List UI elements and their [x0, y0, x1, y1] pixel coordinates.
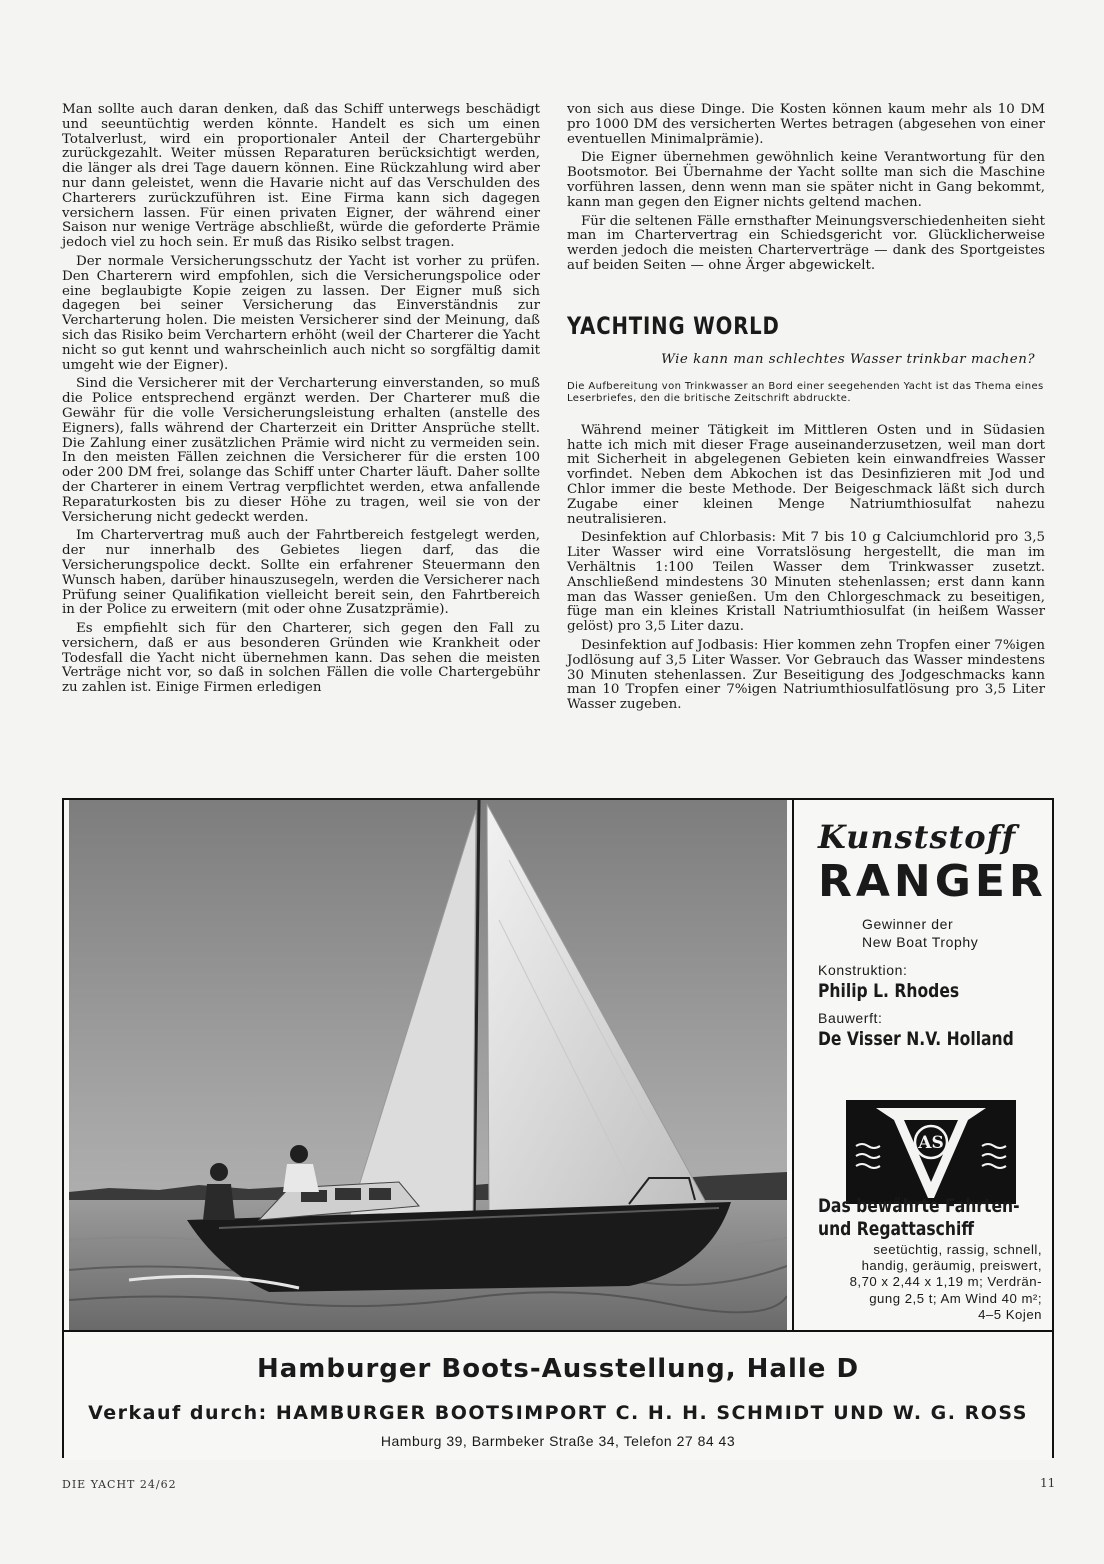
left-paragraph-5: Es empfiehlt sich für den Charterer, sich gegen den Fall zu versichern, daß er aus besonderen Gründen wie Krankheit oder Todesfall die Yacht nicht übernehmen kann. Das sehen die meisten Verträge nicht vor, so daß in solchen Fällen die volle Chartergebühr zu zahlen ist. Einige Firmen erledigen [62, 621, 540, 696]
page-number: 11 [1040, 1476, 1056, 1490]
left-paragraph-4: Im Chartervertrag muß auch der Fahrtbereich festgelegt werden, der nur innerhalb des Gebietes liegen darf, das die Versicherungspolice deckt. Sollte ein erfahrener Steuermann den Wunsch haben, darüber hinauszusegeln, werden die Versicherer nach Prüfung seiner Qualifikation vielleicht bereit sein, den Fahrtbereich in der Police zu erweitern (mit oder ohne Zusatzprämie). [62, 528, 540, 618]
ad-design-label: Konstruktion: [818, 962, 908, 978]
section-paragraph-2: Desinfektion auf Chlorbasis: Mit 7 bis 10 g Calciumchlorid pro 3,5 Liter Wasser wird eine Vorratslösung hergestellt, die man im Verhältnis 1:100 Teilen Wasser dem Trinkwasser zusetzt. Anschließend mindestens 30 Minuten stehenlassen; erst dann kann man das Wasser genießen. Um den Chlorgeschmack zu beseitigen, füge man ein kleines Kristall Natriumthiosulfat (in heißem Wasser gelöst) pro 3,5 Liter dazu. [567, 530, 1045, 635]
right-paragraph-2: Für die seltenen Fälle ernsthafter Meinungsverschiedenheiten sieht man im Chartervertrag ein Schiedsgericht vor. Glücklicherweise werden jedoch die meisten Charterverträge — dank des Sportgeistes auf beiden Seiten — ohne Ärger abgewickelt. [567, 213, 1045, 273]
article-right-column [567, 103, 1045, 717]
left-paragraph-3: Sind die Versicherer mit der Vercharterung einverstanden, so muß die Police entsprechend ergänzt werden. Der Charterer muß die Gewähr für die volle Versicherungsleistung erhalten (anstelle des Eigners), falls während der Charterzeit ein Dritter Ansprüche stellt. Die Zahlung einer zusätzlichen Prämie wird nicht zu vermeiden sein. In den meisten Fällen zeichnen die Versicherer für die ersten 100 oder 200 DM frei, solange das Schiff unter Charter läuft. Daher sollte der Charterer in einem Vertrag verpflichtet werden, etwa anfallende Reparaturkosten bis zu dieser Höhe zu tragen, weil sie von der Versicherung nicht gedeckt werden. [62, 376, 540, 525]
section-paragraph-3: Desinfektion auf Jodbasis: Hier kommen zehn Tropfen einer 7%igen Jodlösung auf 3,5 Liter Wasser. Vor Gebrauch das Wasser mindestens 30 Minuten stehenlassen. Zur Beseitigung des Jodgeschmacks kann man 10 Tropfen einer 7%igen Natriumthiosulfatlösung pro 3,5 Liter Wasser zugeben. [567, 637, 1045, 713]
ad-product-name: RANGER [818, 856, 1047, 907]
ad-text-panel [792, 800, 1052, 1348]
left-paragraph-1: Man sollte auch daran denken, daß das Schiff unterwegs beschädigt und seeuntüchtig werden könnte. Handelt es sich um einen Totalverlust, wird ein proportionaler Anteil der Chartergebühr zurückgezahlt. Weiter müssen Reparaturen berücksichtigt werden, die länger als drei Tage dauern können. Eine Rückzahlung wird aber nur dann geleistet, wenn die Havarie nicht auf das Verschulden des Charterers zurückzuführen ist. Eine Firma kann sich dagegen versichern lassen. Für einen privaten Eigner, der während einer Saison nur wenige Verträge abschließt, würde die geforderte Prämie jedoch viel zu hoch sein. Er muß das Risiko selbst tragen. [62, 102, 540, 251]
ad-slogan-line-2: und Regattaschiff [818, 1218, 974, 1240]
right-paragraph-1: Die Eigner übernehmen gewöhnlich keine Verantwortung für den Bootsmotor. Bei Übernahme der Yacht sollte man sich die Maschine vorführen lassen, denn wenn man sie später nicht in Gang bekommt, kann man gegen den Eigner nichts geltend machen. [567, 150, 1045, 210]
ad-headline: Hamburger Boots-Ausstellung, Halle D [256, 1354, 860, 1384]
ad-spec-line: gung 2,5 t; Am Wind 40 m²; [869, 1290, 1042, 1306]
section-heading: YACHTING WORLD [567, 311, 780, 340]
section-subtitle: Wie kann man schlechtes Wasser trinkbar machen? [661, 351, 1035, 367]
ad-spec-line: seetüchtig, rassig, schnell, [873, 1242, 1042, 1257]
section-body [567, 424, 1045, 713]
sailboat-photo [69, 800, 787, 1330]
right-continuation: von sich aus diese Dinge. Die Kosten können kaum mehr als 10 DM pro 1000 DM des versicherten Wertes betragen (abgesehen von einer eventuellen Minimalprämie). [567, 102, 1045, 147]
sailboat-image [69, 800, 787, 1330]
ranger-advertisement [62, 798, 1054, 1458]
ad-script-title: Kunststoff [818, 818, 1017, 856]
section-intro: Die Aufbereitung von Trinkwasser an Bord einer seegehenden Yacht ist das Thema eines Leserbriefes, den die britische Zeitschrift abdruckte. [567, 380, 1044, 405]
ad-specs [804, 1242, 1042, 1323]
ad-bottom-banner [64, 1330, 1052, 1460]
logo-monogram: AS [918, 1133, 944, 1153]
article-left-column [62, 103, 540, 700]
shipyard-logo [846, 1100, 1016, 1204]
ad-yard-label: Bauwerft: [818, 1010, 883, 1026]
ad-designer: Philip L. Rhodes [818, 980, 960, 1002]
ad-slogan-line-1: Das bewährte Fahrten- [818, 1195, 1020, 1217]
ad-address: Hamburg 39, Barmbeker Straße 34, Telefon 27 84 43 [380, 1433, 736, 1449]
left-paragraph-2: Der normale Versicherungsschutz der Yacht ist vorher zu prüfen. Den Charterern wird empfohlen, sich die Versicherungspolice oder eine beglaubigte Kopie zeigen zu lassen. Der Eigner muß sich dagegen bei seiner Versicherung das Einverständnis zur Vercharterung holen. Die meisten Versicherer sind der Meinung, daß sich das Risiko beim Verchartern erhöht (weil der Charterer die Yacht nicht so gut kennt und wahrscheinlich auch nicht so sorgfältig damit umgeht wie der Eigner). [62, 253, 540, 373]
magazine-issue: DIE YACHT 24/62 [62, 1478, 177, 1491]
section-paragraph-1: Während meiner Tätigkeit im Mittleren Osten und in Südasien hatte ich mich mit dieser Frage auseinanderzusetzen, weil man dort mit Sicherheit in abgelegenen Gebieten kein einwandfreies Wasser vorfindet. Neben dem Abkochen ist das Desinfizieren mit Jod und Chlor immer die beste Methode. Der Beigeschmack läßt sich durch Zugabe einer kleinen Menge Natriumthiosulfat nahezu neutralisieren. [567, 422, 1045, 527]
ad-spec-line: 4–5 Kojen [978, 1306, 1042, 1322]
ad-award-line-2: New Boat Trophy [862, 934, 979, 950]
ad-sales-line: Verkauf durch: HAMBURGER BOOTSIMPORT C. H. H. SCHMIDT UND W. G. ROSS [88, 1402, 1028, 1424]
ad-award-line-1: Gewinner der [862, 916, 954, 932]
ad-spec-line: handig, geräumig, preiswert, [861, 1258, 1042, 1274]
v-logo-icon [846, 1100, 1016, 1204]
ad-yard: De Visser N.V. Holland [818, 1028, 1014, 1050]
ad-spec-line: 8,70 x 2,44 x 1,19 m; Verdrän- [849, 1274, 1042, 1290]
